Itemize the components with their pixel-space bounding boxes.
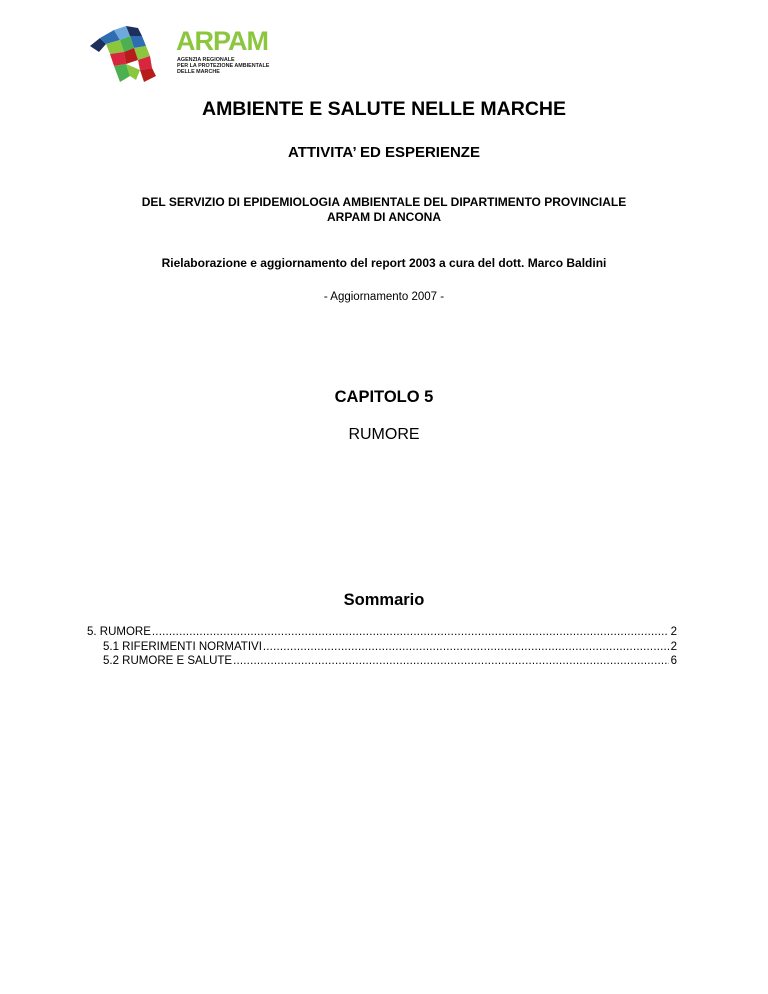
chapter-heading: CAPITOLO 5 (334, 388, 434, 406)
toc-entry-rumore-e-salute[interactable] (87, 654, 677, 669)
toc-entry-page: 6 (670, 655, 677, 667)
document-title: AMBIENTE E SALUTE NELLE MARCHE (201, 98, 566, 120)
toc-entry-page: 2 (670, 640, 677, 653)
credit-line: Rielaborazione e aggiornamento del report 2003 a cura del dott. Marco Baldini (161, 256, 607, 270)
toc-entry-rumore[interactable] (87, 625, 677, 640)
arpam-logo (86, 24, 286, 94)
toc-leader-dots (152, 625, 669, 640)
logo-wordmark: ARPAM (176, 26, 268, 56)
update-line: - Aggiornamento 2007 - (323, 291, 445, 303)
department-block (0, 195, 768, 225)
toc-entry-label: 5. RUMORE (87, 626, 151, 638)
table-of-contents (87, 625, 677, 669)
logo-subtitle: AGENZIA REGIONALE PER LA PROTEZIONE AMBIENTALE DELLE MARCHE (177, 57, 270, 76)
department-line-1: DEL SERVIZIO DI EPIDEMIOLOGIA AMBIENTALE DEL DIPARTIMENTO PROVINCIALE (141, 195, 627, 209)
toc-leader-dots (233, 654, 669, 669)
toc-entry-page: 2 (670, 626, 677, 638)
chapter-title: RUMORE (348, 426, 420, 443)
toc-leader-dots (263, 640, 669, 655)
document-subtitle: ATTIVITA’ ED ESPERIENZE (288, 144, 480, 161)
toc-entry-label: 5.2 RUMORE E SALUTE (103, 655, 233, 667)
toc-entry-riferimenti-normativi[interactable] (87, 640, 677, 655)
toc-entry-label: 5.1 RIFERIMENTI NORMATIVI (103, 640, 262, 653)
toc-heading: Sommario (343, 591, 425, 609)
marche-region-icon (86, 24, 172, 86)
department-line-2: ARPAM DI ANCONA (327, 210, 441, 224)
